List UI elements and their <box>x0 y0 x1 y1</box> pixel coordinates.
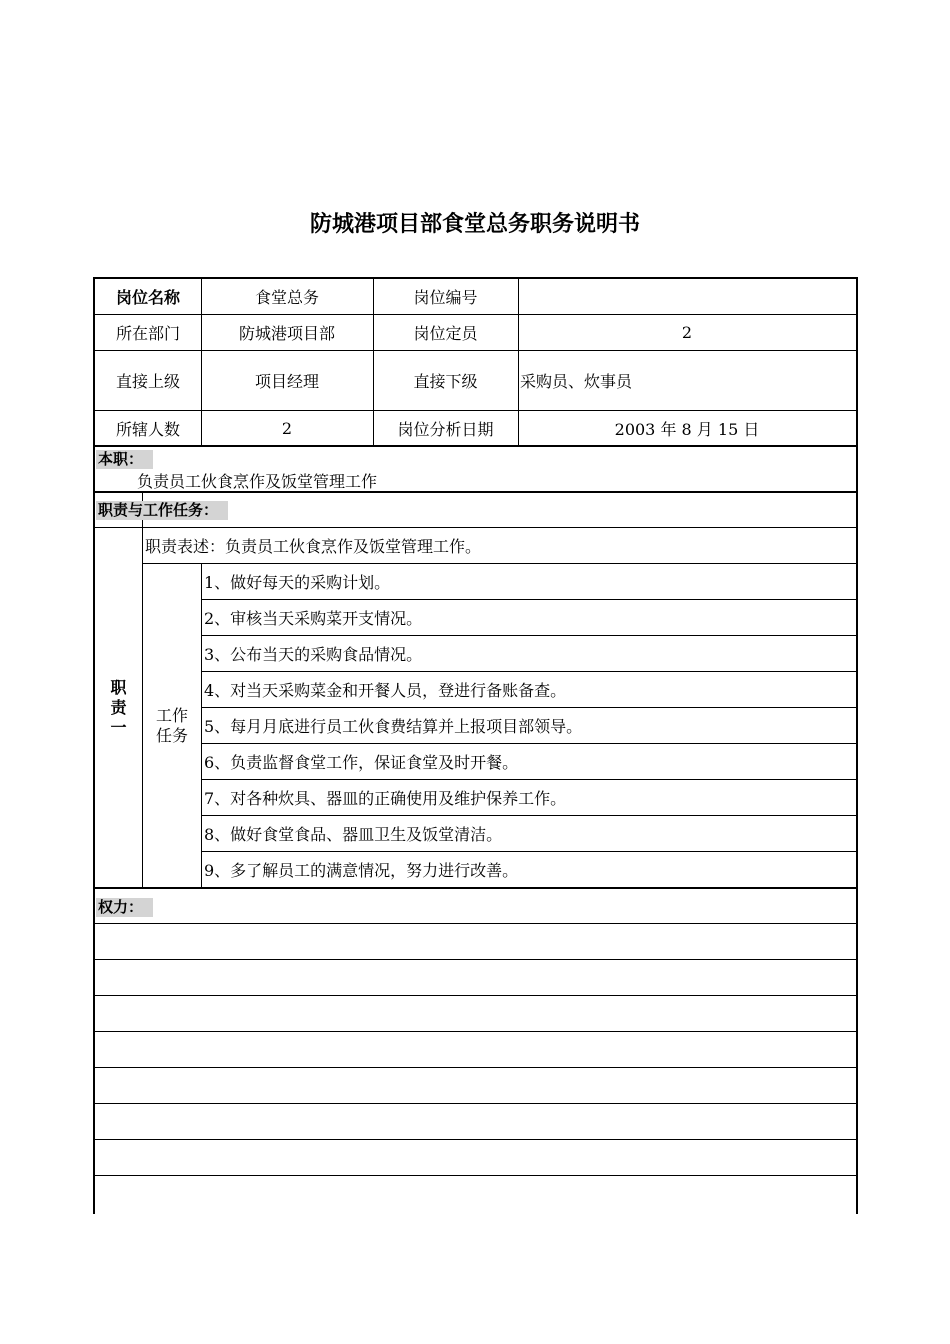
task-item: 7、对各种炊具、器皿的正确使用及维护保养工作。 <box>204 789 567 808</box>
group-label-char: 责 <box>110 697 127 717</box>
section-divider <box>95 887 856 889</box>
position-name-value: 食堂总务 <box>254 288 319 307</box>
position-no-value <box>518 279 856 314</box>
managed-count-label: 所辖人数 <box>115 419 180 439</box>
task-item: 6、负责监督食堂工作，保证食堂及时开餐。 <box>204 753 519 772</box>
responsibility-statement: 职责表述：负责员工伙食烹作及饭堂管理工作。 <box>145 537 482 556</box>
tasks-label: 工作 任务 <box>155 705 188 745</box>
blank-row-divider <box>95 1031 856 1032</box>
task-item: 4、对当天采购菜金和开餐人员，登进行备账备查。 <box>204 681 567 700</box>
group-label-char: 职 <box>110 677 127 697</box>
responsibilities-label: 职责与工作任务： <box>96 501 228 520</box>
group-label-char: 一 <box>110 717 127 737</box>
job-description-table <box>93 277 858 1214</box>
superior-value: 项目经理 <box>254 372 319 391</box>
position-name-label: 岗位名称 <box>115 288 180 307</box>
blank-row-divider <box>95 1175 856 1176</box>
analysis-date-label: 岗位分析日期 <box>397 419 494 439</box>
blank-row-divider <box>95 995 856 996</box>
responsibility-group-label <box>95 528 142 887</box>
document-title: 防城港项目部食堂总务职务说明书 <box>309 212 640 237</box>
task-item: 8、做好食堂食品、器皿卫生及饭堂清洁。 <box>204 825 503 844</box>
department-label: 所在部门 <box>115 324 180 343</box>
authority-label: 权力： <box>96 898 153 917</box>
blank-row-divider <box>95 1103 856 1104</box>
task-item: 2、审核当天采购菜开支情况。 <box>204 609 423 628</box>
managed-count-value: 2 <box>281 418 293 438</box>
department-value: 防城港项目部 <box>238 324 335 343</box>
blank-row-divider <box>95 1067 856 1068</box>
blank-row-divider <box>95 1139 856 1140</box>
duty-label: 本职： <box>96 450 153 469</box>
task-item: 9、多了解员工的满意情况，努力进行改善。 <box>204 861 519 880</box>
blank-row-divider <box>95 959 856 960</box>
subordinate-value: 采购员、炊事员 <box>520 372 633 391</box>
task-item: 5、每月月底进行员工伙食费结算并上报项目部领导。 <box>204 717 583 736</box>
duty-text: 负责员工伙食烹作及饭堂管理工作 <box>137 471 378 491</box>
task-item: 3、公布当天的采购食品情况。 <box>204 645 423 664</box>
blank-row-divider <box>95 923 856 924</box>
task-item: 1、做好每天的采购计划。 <box>204 573 391 592</box>
headcount-label: 岗位定员 <box>413 324 478 343</box>
section-divider <box>95 445 856 447</box>
superior-label: 直接上级 <box>115 372 180 391</box>
headcount-value: 2 <box>681 323 693 342</box>
subordinate-label: 直接下级 <box>413 372 478 391</box>
analysis-date-value: 2003 年 8 月 15 日 <box>614 419 760 439</box>
position-no-label: 岗位编号 <box>413 288 478 307</box>
